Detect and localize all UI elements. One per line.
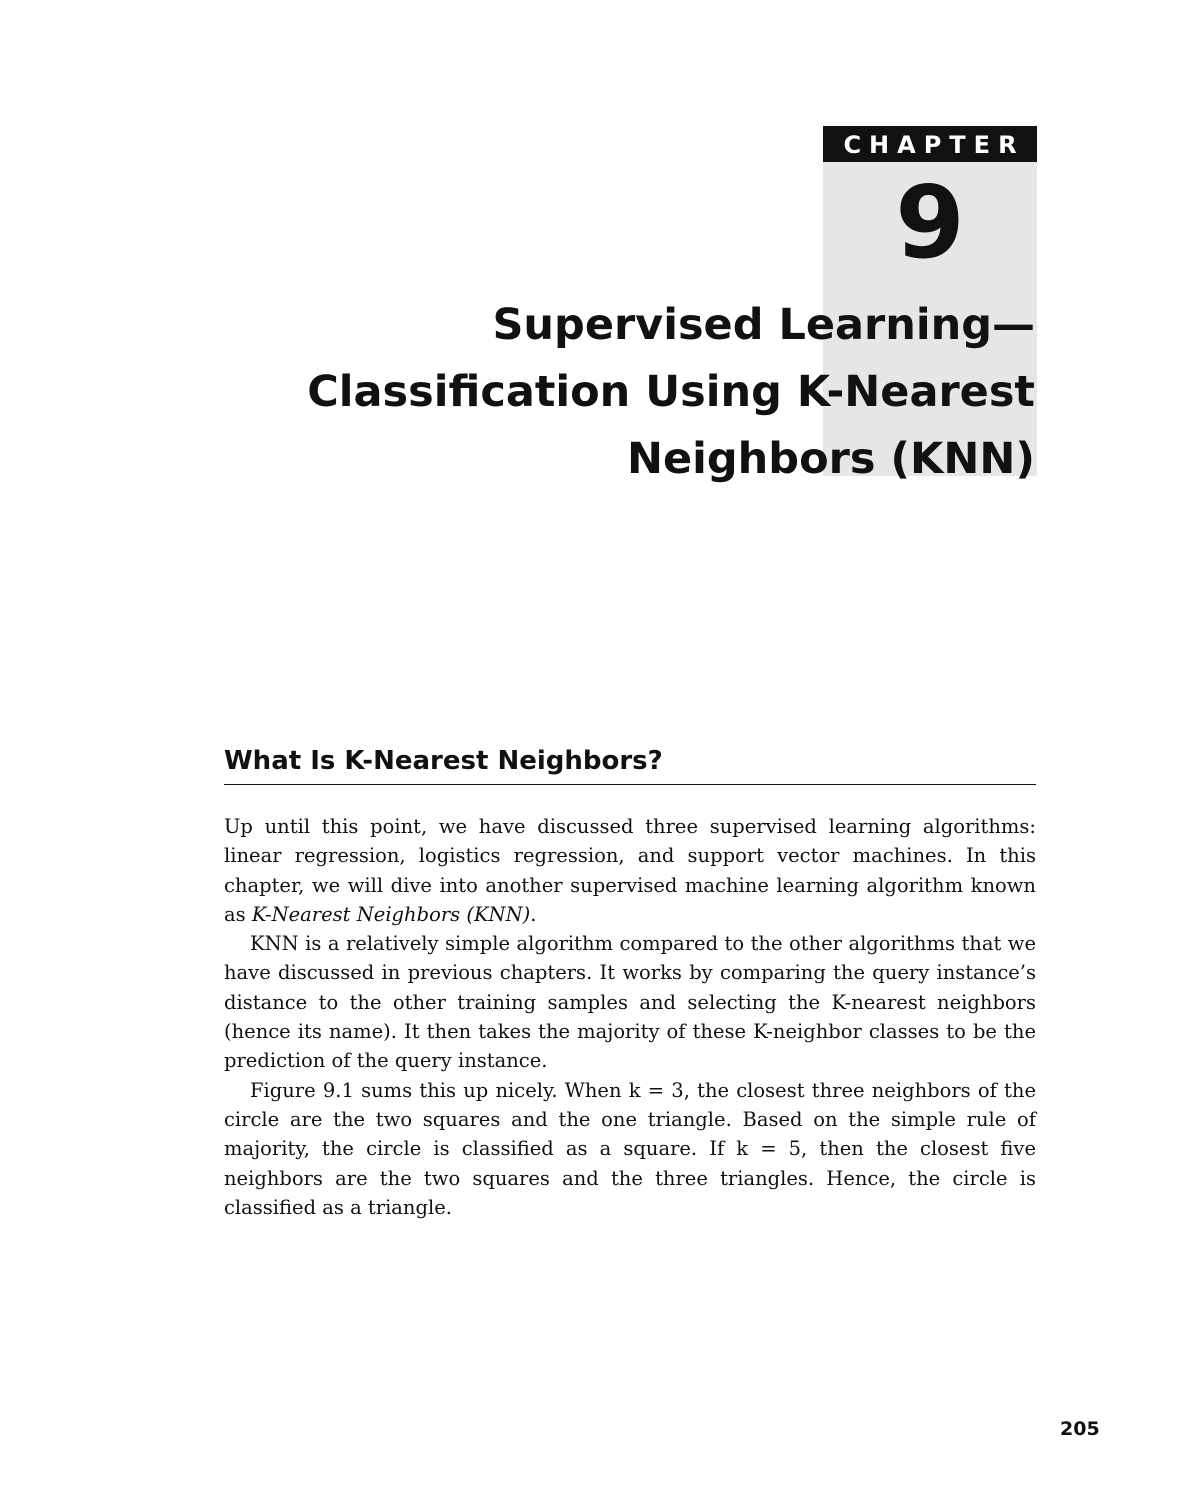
- paragraph-1-end: .: [530, 902, 537, 926]
- paragraph-3: Figure 9.1 sums this up nicely. When k = 3, the closest three neighbors of the circle are the two squares and the one triangle. Based on the simple rule of majority, the circle is classified as a square. If k = 5, then the closest five neighbors are the two squares and the three triangles. Hence, the circle is classified as a triangle.: [224, 1078, 1036, 1219]
- paragraph-1-italic-term: K-Nearest Neighbors (KNN): [251, 902, 531, 926]
- body-text: [224, 812, 1036, 1222]
- page-number: 205: [1060, 1418, 1100, 1440]
- chapter-number: 9: [895, 164, 965, 281]
- paragraph-2: KNN is a relatively simple algorithm compared to the other algorithms that we have discussed in previous chapters. It works by comparing the query instance’s distance to the other training samples and selecting the K-nearest neighbors (hence its name). It then takes the majority of these K-neighbor classes to be the prediction of the query instance.: [224, 932, 1036, 1073]
- chapter-title-line-3: Neighbors (KNN): [627, 434, 1035, 484]
- chapter-title: [275, 292, 1035, 493]
- chapter-title-line-2: Classification Using K-Nearest: [307, 367, 1035, 417]
- chapter-title-line-1: Supervised Learning—: [492, 300, 1035, 350]
- paragraph-1-text: Up until this point, we have discussed three supervised learning algorithms: linear regression, logistics regression, and support vector machines. In this chapter, we will dive into another supervised machine learning algorithm known as: [224, 815, 1036, 926]
- section-heading: What Is K-Nearest Neighbors?: [224, 740, 1036, 785]
- chapter-label: CHAPTER: [823, 126, 1037, 162]
- paragraph-1: [224, 812, 1036, 929]
